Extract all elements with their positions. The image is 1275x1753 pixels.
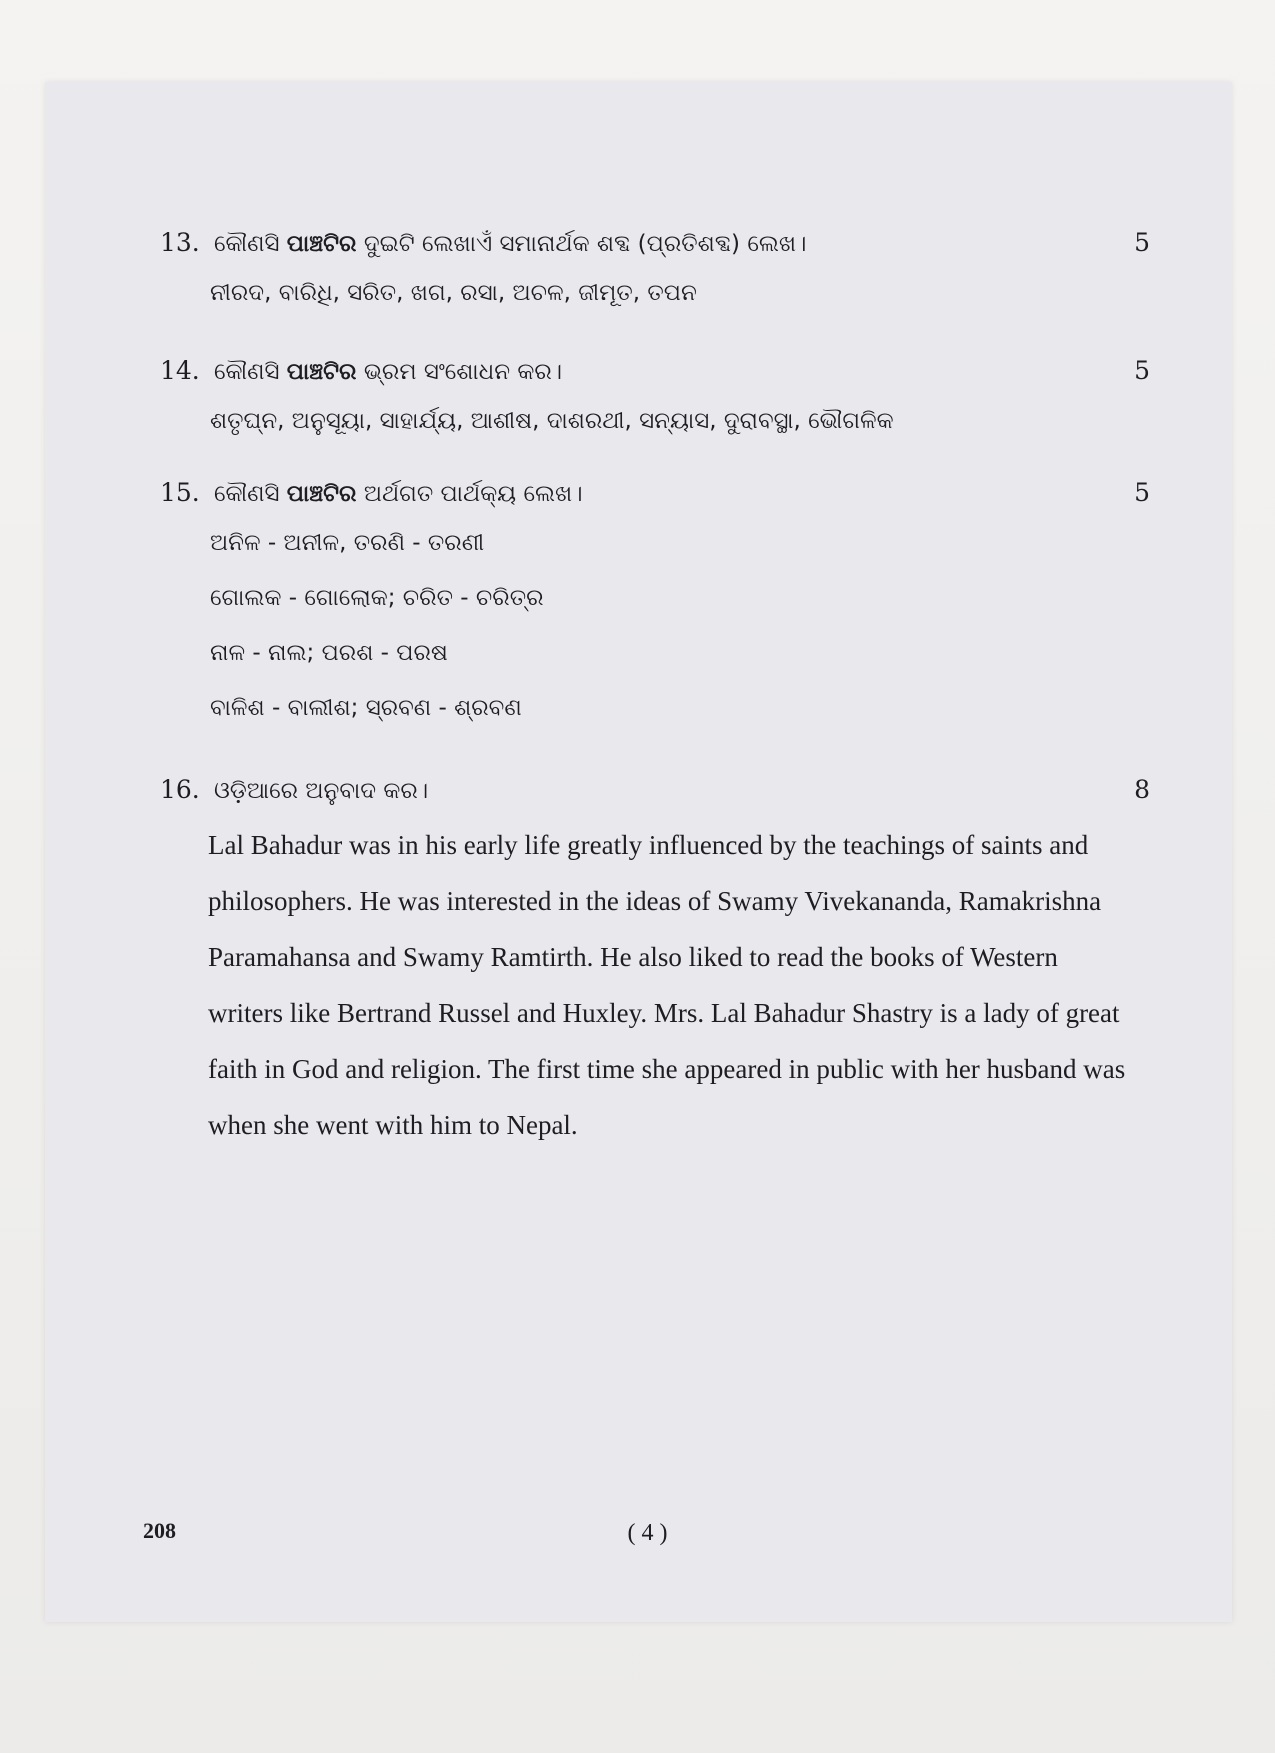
question-13-header	[160, 220, 1150, 266]
question-marks: 5	[1134, 356, 1150, 385]
translation-passage: Lal Bahadur was in his early life greatly influenced by the teachings of saints and philosophers. He was interested in the ideas of Swamy Vivekananda, Ramakrishna Paramahansa and Swamy Ramtirth. He also liked to read the books of Western writers like Bertrand Russel and Huxley. Mrs. Lal Bahadur Shastry is a lady of great faith in God and religion. The first time she appeared in public with her husband was when she went with him to Nepal.	[208, 830, 1126, 1140]
answer-options: ନୀରଦ, ବାରିଧି, ସରିତ, ଖଗ, ରସା, ଅଚଳ, ଜୀମୂତ, ତପନ	[210, 280, 697, 306]
question-number: 16.	[160, 775, 200, 804]
word-pair-line: ଅନିଳ - ଅନୀଳ, ତରଣି - ତରଣୀ	[210, 530, 485, 556]
question-marks: 5	[1134, 478, 1150, 507]
question-13	[160, 220, 1150, 321]
question-marks: 5	[1134, 228, 1150, 257]
question-text: କୌଣସି ପାଞ୍ଚଟିର ଭ୍ରମ ସଂଶୋଧନ କର।	[213, 359, 563, 385]
word-pair-line: ବାଳିଶ - ବାଲୀଶ; ସ୍ରବଣ - ଶ୍ରବଣ	[210, 695, 522, 721]
question-text: କୌଣସି ପାଞ୍ଚଟିର ଦୁଇଟି ଲେଖାଏଁ ସମାନାର୍ଥକ ଶବ୍ଦ (ପ୍ରତିଶବ୍ଦ) ଲେଖ।	[213, 231, 807, 257]
question-15	[160, 470, 1150, 736]
question-number: 14.	[160, 356, 200, 385]
question-text: କୌଣସି ପାଞ୍ଚଟିର ଅର୍ଥଗତ ପାର୍ଥକ୍ୟ ଲେଖ।	[213, 481, 583, 507]
question-16-header	[160, 767, 1150, 813]
question-16	[160, 767, 1150, 1153]
question-14-header	[160, 348, 1150, 394]
question-number: 15.	[160, 478, 200, 507]
question-number: 13.	[160, 228, 200, 257]
question-marks: 8	[1134, 775, 1150, 804]
page-number: ( 4 )	[627, 1520, 668, 1546]
paper-code: 208	[143, 1518, 176, 1543]
question-14	[160, 348, 1150, 449]
question-15-header	[160, 470, 1150, 516]
question-text: ଓଡ଼ିଆରେ ଅନୁବାଦ କର।	[213, 778, 429, 804]
answer-options: ଶତୃଘ୍ନ, ଅନୁସୂୟା, ସାହାର୍ଯ୍ୟ, ଆଶୀଷ, ଦାଶରଥୀ, ସନ୍ୟାସ, ଦୁରାବସ୍ଥା, ଭୌଗଳିକ	[210, 408, 894, 434]
word-pair-line: ନାଳ - ନାଲ; ପରଶ - ପରଷ	[210, 640, 448, 666]
word-pair-line: ଗୋଲକ - ଗୋଲୋକ; ଚରିତ - ଚରିତ୍ର	[210, 585, 544, 611]
